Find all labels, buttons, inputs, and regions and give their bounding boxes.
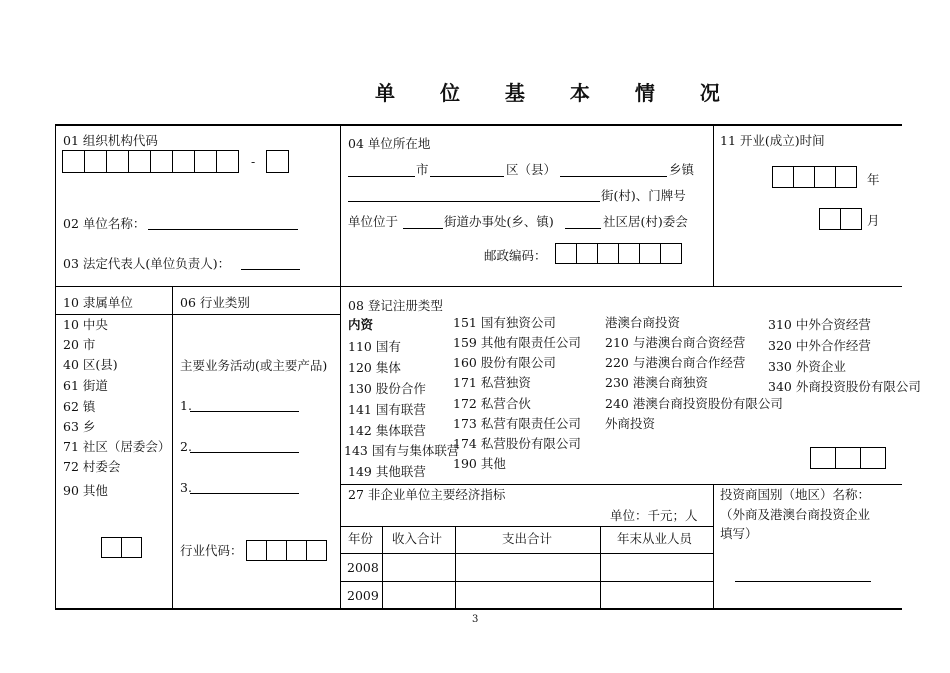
affiliation-item: 90 其他: [63, 483, 108, 498]
township-field[interactable]: [560, 176, 667, 177]
table-bottom-border: [55, 608, 902, 610]
indicators-header-year: 年份: [348, 531, 374, 546]
unit-name-field[interactable]: [148, 229, 298, 230]
legal-rep-label: 03 法定代表人(单位负责人)：: [63, 256, 231, 271]
community-field[interactable]: [565, 228, 601, 229]
activity-line-1-field[interactable]: [190, 411, 299, 412]
affiliation-item: 61 街道: [63, 378, 108, 393]
registration-item: 210 与港澳台商合资经营: [605, 335, 746, 350]
month-text: 月: [867, 213, 880, 228]
divider-investor: [713, 484, 714, 609]
registration-item: 320 中外合作经营: [768, 338, 871, 353]
indicators-row-divider: [340, 581, 713, 582]
city-text: 市: [416, 162, 429, 177]
org-code-dash: -: [251, 154, 256, 169]
registration-label: 08 登记注册类型: [348, 298, 443, 313]
registration-item: 240 港澳台商投资股份有限公司: [605, 396, 783, 411]
unit-name-label: 02 单位名称：: [63, 216, 146, 231]
registration-item: 340 外商投资股份有限公司: [768, 379, 921, 394]
affiliation-item: 63 乡: [63, 419, 96, 434]
divider-location: [340, 124, 341, 609]
registration-item: 171 私营独资: [453, 375, 531, 390]
indicators-col-divider: [455, 526, 456, 609]
table-top-border: [55, 124, 902, 126]
street-field[interactable]: [348, 201, 600, 202]
registration-item: 190 其他: [453, 456, 506, 471]
registration-item: 143 国有与集体联营: [344, 443, 460, 458]
registration-item: 149 其他联营: [348, 464, 426, 479]
registration-item: 174 私营股份有限公司: [453, 436, 581, 451]
industry-code-label: 行业代码：: [180, 543, 243, 558]
affiliation-item: 71 社区（居委会）: [63, 439, 171, 454]
indicators-row-year: 2008: [347, 560, 379, 575]
org-code-check-box[interactable]: [266, 150, 288, 173]
indicators-header-bottom: [340, 553, 713, 554]
registration-item: 120 集体: [348, 360, 401, 375]
activity-line-2-label: 2.: [180, 439, 192, 454]
registration-item: 330 外资企业: [768, 359, 846, 374]
foreign-investment-heading: 外商投资: [605, 416, 656, 431]
investor-note-line1: （外商及港澳台商投资企业: [720, 507, 871, 522]
hk-macao-taiwan-heading: 港澳台商投资: [605, 315, 681, 330]
main-activity-label: 主要业务活动(或主要产品): [180, 358, 328, 373]
investor-label: 投资商国别（地区）名称：: [720, 487, 871, 502]
affiliation-item: 62 镇: [63, 399, 96, 414]
section-divider-right: [340, 484, 902, 485]
indicators-label: 27 非企业单位主要经济指标: [348, 487, 506, 502]
registration-item: 130 股份合作: [348, 381, 426, 396]
org-code-boxes[interactable]: [62, 150, 238, 173]
investor-country-field[interactable]: [735, 581, 871, 582]
affiliation-item: 10 中央: [63, 317, 108, 332]
month-boxes[interactable]: [819, 208, 861, 230]
indicators-col-divider: [600, 526, 601, 609]
activity-line-3-label: 3.: [180, 480, 192, 495]
district-field[interactable]: [430, 176, 504, 177]
affiliation-item: 72 村委会: [63, 459, 121, 474]
registration-item: 159 其他有限责任公司: [453, 335, 581, 350]
industry-label: 06 行业类别: [180, 295, 250, 310]
indicators-header-income: 收入合计: [392, 531, 443, 546]
section-divider: [55, 286, 902, 287]
indicators-unit: 单位：千元；人: [610, 508, 698, 523]
indicators-table-top: [340, 526, 713, 527]
domestic-heading: 内资: [348, 317, 374, 332]
registration-item: 141 国有联营: [348, 402, 426, 417]
registration-item: 160 股份有限公司: [453, 355, 556, 370]
org-code-label: 01 组织机构代码: [63, 133, 158, 148]
left-border: [55, 124, 56, 609]
registration-item: 173 私营有限责任公司: [453, 416, 581, 431]
page-title: 单 位 基 本 情 况: [375, 81, 739, 105]
page-number: 3: [472, 614, 479, 625]
activity-line-3-field[interactable]: [190, 493, 299, 494]
community-text: 社区居(村)委会: [603, 214, 688, 229]
registration-item: 151 国有独资公司: [453, 315, 556, 330]
registration-code-boxes[interactable]: [810, 447, 885, 469]
activity-line-1-label: 1.: [180, 398, 192, 413]
indicators-header-staff: 年末从业人员: [617, 531, 693, 546]
affiliation-item: 20 市: [63, 337, 96, 352]
subdistrict-text: 街道办事处(乡、镇): [444, 214, 554, 229]
affiliation-label: 10 隶属单位: [63, 295, 133, 310]
location-label: 04 单位所在地: [348, 136, 431, 151]
indicators-col-divider: [382, 526, 383, 609]
registration-item: 220 与港澳台商合作经营: [605, 355, 746, 370]
year-boxes[interactable]: [772, 166, 856, 188]
city-field[interactable]: [348, 176, 415, 177]
open-time-label: 11 开业(成立)时间: [720, 133, 825, 148]
postcode-boxes[interactable]: [555, 243, 681, 264]
legal-rep-field[interactable]: [241, 269, 300, 270]
registration-item: 142 集体联营: [348, 423, 426, 438]
section-header-divider: [55, 314, 340, 315]
affiliation-code-boxes[interactable]: [101, 537, 141, 558]
industry-code-boxes[interactable]: [246, 540, 326, 561]
registration-item: 310 中外合资经营: [768, 317, 871, 332]
registration-item: 110 国有: [348, 339, 401, 354]
registration-item: 172 私营合伙: [453, 396, 531, 411]
activity-line-2-field[interactable]: [190, 452, 299, 453]
located-in-text: 单位位于: [348, 214, 399, 229]
street-text: 街(村)、门牌号: [601, 188, 686, 203]
year-text: 年: [867, 172, 880, 187]
postcode-label: 邮政编码：: [484, 248, 547, 263]
indicators-header-expense: 支出合计: [502, 531, 553, 546]
registration-item: 230 港澳台商独资: [605, 375, 708, 390]
affiliation-item: 40 区(县): [63, 357, 118, 372]
divider-industry: [172, 286, 173, 609]
divider-open-time: [713, 124, 714, 286]
indicators-row-year: 2009: [347, 588, 379, 603]
district-text: 区（县）: [506, 162, 557, 177]
investor-note-line2: 填写）: [720, 526, 758, 541]
subdistrict-field[interactable]: [403, 228, 443, 229]
township-text: 乡镇: [669, 162, 695, 177]
